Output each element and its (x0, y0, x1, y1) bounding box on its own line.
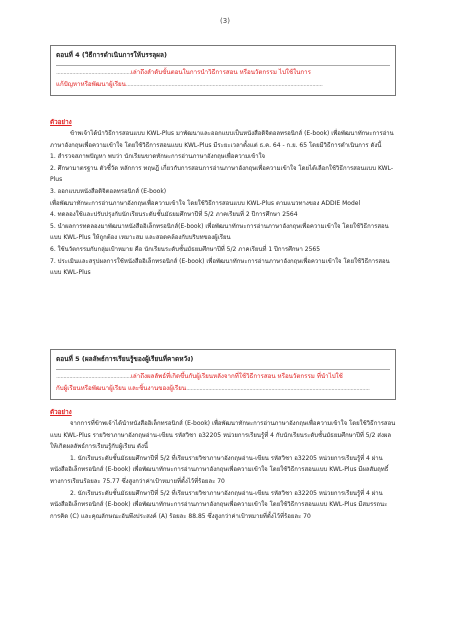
section-5-box (50, 349, 396, 400)
list-item: 5. นำผลการทดลองมาพัฒนาหนังสืออิเล็กทรอนิกส์(E-book) เพื่อพัฒนาทักษะการอ่านภาษาอังกฤษเพื่อความเข้าใจ โดยใช้วิธีการสอนแบบ KWL-Plus ให้ถูกต้อง เหมาะสม และสอดคล้องกับบริบทของผู้เรียน (50, 222, 389, 242)
description-line-2: กับผู้เรียนหรือพัฒนาผู้เรียน และชิ้นงานของผู้เรียน (56, 385, 187, 392)
section-4-description (56, 65, 390, 92)
example-heading: ตัวอย่าง (50, 119, 72, 126)
example-intro: ข้าพเจ้าได้นำวิธีการสอนแบบ KWL-Plus มาพัฒนาและออกแบบเป็นหนังสือดิจิตอลทรอนิกส์ (E-book) เพื่อพัฒนาทักษะการอ่านภาษาอังกฤษเพื่อความเข้าใจ โดยใช้วิธีการสอนแบบ KWL-Plus มีระยะเวลาตั้งแต่ ธ.ค. 64 - ก.ย. 65 โดยมีวิธีการดำเนินการ ดังนี้ (50, 130, 394, 149)
leading-dots: ................................................... (56, 372, 131, 380)
description-line-2: แก้ปัญหาหรือพัฒนาผู้เรียน (56, 81, 126, 88)
trailing-dots: ...................................................................................................................................... (125, 81, 323, 88)
list-item: 1. นักเรียนระดับชั้นมัธยมศึกษาปีที่ 5/2 ที่เรียนรายวิชาภาษาอังกฤษอ่าน-เขียน รหัสวิชา อ32205 หน่วยการเรียนรู้ที่ 4 ผ่านหนังสืออิเล็กทรอนิกส์ (E-book) เพื่อพัฒนาทักษะการอ่านภาษาอังกฤษเพื่อความเข้าใจ โดยใช้วิธีการสอนแบบ KWL-Plus มีผลสัมฤทธิ์ทางการเรียนร้อยละ 75.77 ซึ่งสูงกว่าค่าเป้าหมายที่ตั้งไว้ที่ร้อยละ 70 (50, 454, 389, 485)
example-1 (50, 118, 396, 279)
list-item: เพื่อพัฒนาทักษะการอ่านภาษาอังกฤษเพื่อความเข้าใจ โดยใช้วิธีการสอนแบบ KWL-Plus ตามแนวทางของ ADDIE Model (50, 199, 361, 207)
example-heading: ตัวอย่าง (50, 409, 72, 416)
section-5-title: ตอนที่ 5 (ผลลัพธ์การเรียนรู้ของผู้เรียนที่คาดหวัง) (56, 355, 194, 363)
trailing-dots: ............................................................................................................................. (186, 385, 370, 392)
list-item: 4. ทดลองใช้และปรับปรุงกับนักเรียนระดับชั้นมัธยมศึกษาปีที่ 5/2 ภาคเรียนที่ 2 ปีการศึกษา 2564 (50, 211, 298, 219)
list-item: 6. ใช้นวัตกรรมกับกลุ่มเป้าหมาย คือ นักเรียนระดับชั้นมัธยมศึกษาปีที่ 5/2 ภาคเรียนที่ 1 ปีการศึกษา 2565 (50, 245, 321, 253)
list-item: 3. ออกแบบหนังสือดิจิตอลทรอนิกส์ (E-book) (50, 187, 167, 195)
list-item: 2. ศึกษามาตรฐาน ตัวชี้วัด หลักการ ทฤษฎี เกี่ยวกับการสอนการอ่านภาษาอังกฤษเพื่อความเข้าใจ โดยได้เลือกใช้วิธีการสอนแบบ KWL-Plus (50, 164, 393, 184)
section-4-box (50, 45, 396, 96)
list-item: 2. นักเรียนระดับชั้นมัธยมศึกษาปีที่ 5/2 ที่เรียนรายวิชาภาษาอังกฤษอ่าน-เขียน รหัสวิชา อ32205 หน่วยการเรียนรู้ที่ 4 ผ่านหนังสืออิเล็กทรอนิกส์ (E-book) เพื่อพัฒนาทักษะการอ่านภาษาอังกฤษเพื่อความเข้าใจ โดยใช้วิธีการสอนแบบ KWL-Plus มีสมรรถนะการคิด (C) และคุณลักษณะอันพึงประสงค์ (A) ร้อยละ 88.85 ซึ่งสูงกว่าค่าเป้าหมายที่ตั้งไว้ที่ร้อยละ 70 (50, 489, 388, 520)
page-number: (3) (220, 17, 230, 25)
list-item: 7. ประเมินและสรุปผลการใช้หนังสืออิเล็กทรอนิกส์ (E-book) เพื่อพัฒนาทักษะการอ่านภาษาอังกฤษเพื่อความเข้าใจ โดยใช้วิธีการสอนแบบ KWL-Plus (50, 257, 390, 277)
example-2 (50, 408, 396, 522)
description-line-1: เล่าถึงผลลัพธ์ที่เกิดขึ้นกับผู้เรียนหลังจากที่ใช้วิธีการสอน หรือนวัตกรรม ที่นำไปใช้ (130, 372, 343, 380)
description-line-1: เล่าถึงลำดับขั้นตอนในการนำวิธีการสอน หรือนวัตกรรม ไปใช้ในการ (130, 68, 311, 76)
list-item: 1. สำรวจสภาพปัญหา พบว่า นักเรียนขาดทักษะการอ่านภาษาอังกฤษเพื่อความเข้าใจ (50, 153, 266, 161)
section-4-title: ตอนที่ 4 (วิธีการดำเนินการให้บรรลุผล) (56, 51, 167, 59)
example-intro: จากการที่ข้าพเจ้าได้นำหนังสืออิเล็กทรอนิกส์ (E-book) เพื่อพัฒนาทักษะการอ่านภาษาอังกฤษเพื่อความเข้าใจ โดยใช้วิธีการสอนแบบ KWL-Plus รายวิชาภาษาอังกฤษอ่าน-เขียน รหัสวิชา อ32205 หน่วยการเรียนรู้ที่ 4 กับนักเรียนระดับชั้นมัธยมศึกษาปีที่ 5/2 ส่งผลให้เกิดผลลัพธ์การเรียนรู้กับผู้เรียน ดังนี้ (50, 420, 396, 451)
section-5-description (56, 369, 390, 396)
leading-dots: ................................................... (56, 68, 131, 76)
